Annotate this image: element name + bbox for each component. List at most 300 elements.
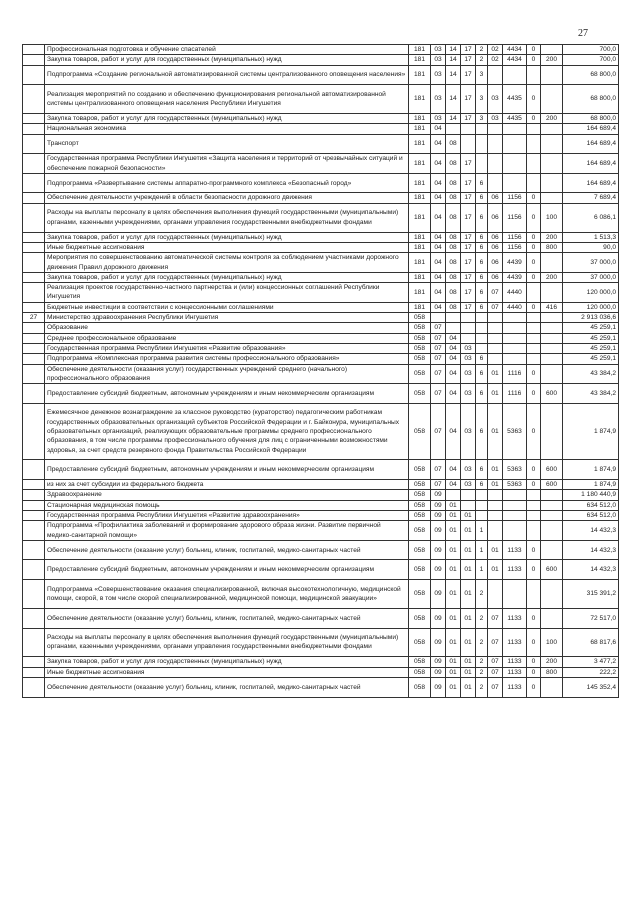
row-amount: 1 874,9 <box>563 480 619 490</box>
code-direction: 1133 <box>503 628 527 657</box>
code-subprogram: 2 <box>476 628 488 657</box>
row-amount: 68 817,6 <box>563 628 619 657</box>
code-subprogram: 6 <box>476 193 488 203</box>
code-direction: 4439 <box>503 272 527 282</box>
code-subprogram <box>476 323 488 333</box>
code-extra <box>527 283 541 303</box>
code-extra: 0 <box>527 628 541 657</box>
code-event <box>488 510 503 520</box>
code-subsection: 01 <box>446 510 461 520</box>
code-section: 04 <box>431 232 446 242</box>
code-section: 04 <box>431 283 446 303</box>
code-section: 04 <box>431 272 446 282</box>
code-expense-type <box>541 134 563 154</box>
table-row <box>23 253 619 273</box>
code-subsection: 04 <box>446 333 461 343</box>
code-event: 02 <box>488 55 503 65</box>
code-direction: 1156 <box>503 203 527 232</box>
code-program: 17 <box>461 45 476 55</box>
code-direction <box>503 521 527 541</box>
code-ministry: 181 <box>409 242 431 252</box>
code-subprogram: 6 <box>476 272 488 282</box>
table-body <box>23 45 619 698</box>
code-expense-type: 600 <box>541 560 563 580</box>
table-row <box>23 313 619 323</box>
code-subsection: 01 <box>446 540 461 560</box>
code-event <box>488 343 503 353</box>
row-name: Национальная экономика <box>45 124 409 134</box>
code-ministry: 058 <box>409 364 431 384</box>
code-expense-type <box>541 521 563 541</box>
code-subsection: 01 <box>446 628 461 657</box>
code-ministry: 058 <box>409 480 431 490</box>
row-amount: 7 689,4 <box>563 193 619 203</box>
code-direction: 4439 <box>503 253 527 273</box>
table-row <box>23 283 619 303</box>
row-number <box>23 45 45 55</box>
code-event <box>488 65 503 85</box>
code-expense-type <box>541 500 563 510</box>
row-amount: 120 000,0 <box>563 302 619 312</box>
code-section: 09 <box>431 628 446 657</box>
code-expense-type <box>541 354 563 364</box>
row-amount: 1 874,9 <box>563 403 619 460</box>
code-ministry: 181 <box>409 154 431 174</box>
code-program: 01 <box>461 678 476 698</box>
code-ministry: 058 <box>409 460 431 480</box>
code-ministry: 058 <box>409 657 431 667</box>
row-name: Подпрограмма «Развертывание системы аппаратно-программного комплекса «Безопасный город» <box>45 173 409 193</box>
code-expense-type <box>541 403 563 460</box>
code-subsection: 08 <box>446 203 461 232</box>
code-event <box>488 134 503 154</box>
code-program: 03 <box>461 343 476 353</box>
code-subsection: 14 <box>446 45 461 55</box>
code-subprogram <box>476 333 488 343</box>
code-subsection: 01 <box>446 608 461 628</box>
code-program: 17 <box>461 203 476 232</box>
row-number <box>23 667 45 677</box>
code-subprogram: 6 <box>476 302 488 312</box>
table-row <box>23 667 619 677</box>
code-direction: 1116 <box>503 364 527 384</box>
code-extra: 0 <box>527 678 541 698</box>
row-number <box>23 384 45 404</box>
code-subprogram <box>476 124 488 134</box>
code-expense-type: 600 <box>541 480 563 490</box>
code-section: 07 <box>431 364 446 384</box>
code-direction <box>503 580 527 609</box>
code-subprogram: 6 <box>476 403 488 460</box>
code-ministry: 058 <box>409 628 431 657</box>
code-event <box>488 354 503 364</box>
row-name: Реализация мероприятий по созданию и обеспечению функционирования региональной автоматизированной системы централизованного оповещения населения Республики Ингушетия <box>45 85 409 114</box>
code-subprogram: 1 <box>476 560 488 580</box>
code-subprogram <box>476 510 488 520</box>
page-number: 27 <box>578 28 588 39</box>
row-number <box>23 203 45 232</box>
code-expense-type <box>541 364 563 384</box>
code-direction <box>503 65 527 85</box>
code-section: 04 <box>431 253 446 273</box>
code-expense-type: 200 <box>541 232 563 242</box>
code-direction <box>503 510 527 520</box>
code-event <box>488 521 503 541</box>
code-ministry: 058 <box>409 521 431 541</box>
row-amount: 14 432,3 <box>563 521 619 541</box>
code-program: 01 <box>461 628 476 657</box>
code-section: 09 <box>431 560 446 580</box>
code-ministry: 181 <box>409 283 431 303</box>
code-direction <box>503 500 527 510</box>
code-expense-type: 200 <box>541 272 563 282</box>
code-event: 01 <box>488 540 503 560</box>
code-expense-type <box>541 540 563 560</box>
row-amount: 37 000,0 <box>563 253 619 273</box>
code-expense-type <box>541 154 563 174</box>
code-ministry: 058 <box>409 354 431 364</box>
row-number <box>23 283 45 303</box>
code-program <box>461 333 476 343</box>
table-row <box>23 460 619 480</box>
code-expense-type: 200 <box>541 114 563 124</box>
code-section: 03 <box>431 114 446 124</box>
code-extra: 0 <box>527 232 541 242</box>
row-name: Обеспечение деятельности учреждений в области безопасности дорожного движения <box>45 193 409 203</box>
code-extra <box>527 65 541 85</box>
code-ministry: 058 <box>409 403 431 460</box>
code-subsection <box>446 313 461 323</box>
code-expense-type <box>541 253 563 273</box>
code-program: 17 <box>461 114 476 124</box>
code-extra <box>527 333 541 343</box>
code-program: 03 <box>461 364 476 384</box>
code-direction: 1133 <box>503 540 527 560</box>
code-expense-type <box>541 85 563 114</box>
code-direction: 5363 <box>503 403 527 460</box>
row-name: из них за счет субсидии из федерального бюджета <box>45 480 409 490</box>
code-event <box>488 313 503 323</box>
code-expense-type: 800 <box>541 242 563 252</box>
code-program: 01 <box>461 608 476 628</box>
row-amount: 164 689,4 <box>563 134 619 154</box>
code-subsection: 08 <box>446 134 461 154</box>
code-event <box>488 154 503 174</box>
row-amount: 3 477,2 <box>563 657 619 667</box>
code-direction: 4440 <box>503 302 527 312</box>
code-ministry: 181 <box>409 134 431 154</box>
row-number <box>23 124 45 134</box>
code-program <box>461 490 476 500</box>
code-subsection: 04 <box>446 343 461 353</box>
code-section: 07 <box>431 354 446 364</box>
code-program: 17 <box>461 232 476 242</box>
code-program: 17 <box>461 55 476 65</box>
code-subprogram: 2 <box>476 678 488 698</box>
code-section: 03 <box>431 65 446 85</box>
code-program: 17 <box>461 85 476 114</box>
row-amount: 1 874,9 <box>563 460 619 480</box>
table-row <box>23 657 619 667</box>
code-section: 09 <box>431 510 446 520</box>
code-program: 01 <box>461 540 476 560</box>
code-subprogram <box>476 154 488 174</box>
code-event: 01 <box>488 384 503 404</box>
row-amount: 90,0 <box>563 242 619 252</box>
table-row <box>23 272 619 282</box>
code-event: 06 <box>488 232 503 242</box>
code-expense-type <box>541 173 563 193</box>
row-amount: 1 180 440,9 <box>563 490 619 500</box>
code-subprogram: 6 <box>476 354 488 364</box>
code-subprogram: 6 <box>476 364 488 384</box>
code-section: 09 <box>431 490 446 500</box>
code-extra: 0 <box>527 55 541 65</box>
row-amount: 164 689,4 <box>563 154 619 174</box>
row-name: Транспорт <box>45 134 409 154</box>
row-amount: 700,0 <box>563 45 619 55</box>
code-event: 06 <box>488 253 503 273</box>
code-section: 07 <box>431 323 446 333</box>
table-row <box>23 85 619 114</box>
code-event: 06 <box>488 203 503 232</box>
row-name: Образование <box>45 323 409 333</box>
code-ministry: 058 <box>409 560 431 580</box>
row-amount: 14 432,3 <box>563 560 619 580</box>
code-ministry: 058 <box>409 343 431 353</box>
code-section: 07 <box>431 384 446 404</box>
code-event <box>488 323 503 333</box>
row-amount: 72 517,0 <box>563 608 619 628</box>
code-ministry: 181 <box>409 55 431 65</box>
code-expense-type <box>541 608 563 628</box>
code-subsection: 08 <box>446 154 461 174</box>
budget-table-wrapper <box>22 44 618 698</box>
code-subprogram: 1 <box>476 540 488 560</box>
code-direction: 5363 <box>503 480 527 490</box>
code-subprogram: 1 <box>476 521 488 541</box>
code-direction: 4435 <box>503 114 527 124</box>
code-event: 03 <box>488 114 503 124</box>
code-subsection: 04 <box>446 403 461 460</box>
code-subprogram: 3 <box>476 85 488 114</box>
row-number <box>23 242 45 252</box>
code-section: 04 <box>431 154 446 174</box>
row-amount: 43 384,2 <box>563 384 619 404</box>
row-name: Предоставление субсидий бюджетным, автономным учреждениям и иным некоммерческим организациям <box>45 384 409 404</box>
row-number <box>23 657 45 667</box>
row-name: Государственная программа Республики Ингушетия «Развитие образования» <box>45 343 409 353</box>
code-subprogram: 6 <box>476 384 488 404</box>
table-row <box>23 124 619 134</box>
code-program: 17 <box>461 154 476 174</box>
code-expense-type <box>541 323 563 333</box>
row-number <box>23 323 45 333</box>
code-subprogram: 6 <box>476 232 488 242</box>
code-extra <box>527 510 541 520</box>
code-ministry: 181 <box>409 193 431 203</box>
code-program <box>461 500 476 510</box>
row-number <box>23 253 45 273</box>
table-row <box>23 678 619 698</box>
row-amount: 14 432,3 <box>563 540 619 560</box>
row-amount: 145 352,4 <box>563 678 619 698</box>
row-number <box>23 460 45 480</box>
code-section: 04 <box>431 124 446 134</box>
row-name: Подпрограмма «Комплексная программа развития системы профессионального образования» <box>45 354 409 364</box>
row-name: Расходы на выплаты персоналу в целях обеспечения выполнения функций государственными (муниципальными) органами, казенными учреждениями, органами управления государственными внебюджетными фондами <box>45 628 409 657</box>
code-section: 09 <box>431 521 446 541</box>
code-program: 17 <box>461 272 476 282</box>
code-extra <box>527 323 541 333</box>
code-direction: 1133 <box>503 667 527 677</box>
table-row <box>23 302 619 312</box>
row-name: Среднее профессиональное образование <box>45 333 409 343</box>
code-expense-type: 100 <box>541 628 563 657</box>
code-extra: 0 <box>527 608 541 628</box>
code-program: 03 <box>461 403 476 460</box>
row-number <box>23 134 45 154</box>
code-program: 01 <box>461 657 476 667</box>
row-amount: 164 689,4 <box>563 124 619 134</box>
code-ministry: 058 <box>409 667 431 677</box>
code-extra: 0 <box>527 45 541 55</box>
table-row <box>23 560 619 580</box>
row-amount: 164 689,4 <box>563 173 619 193</box>
code-extra: 0 <box>527 460 541 480</box>
code-program <box>461 313 476 323</box>
code-ministry: 058 <box>409 580 431 609</box>
row-amount: 700,0 <box>563 55 619 65</box>
code-direction: 5363 <box>503 460 527 480</box>
code-section: 09 <box>431 657 446 667</box>
row-name: Предоставление субсидий бюджетным, автономным учреждениям и иным некоммерческим организациям <box>45 460 409 480</box>
code-section: 04 <box>431 302 446 312</box>
code-event <box>488 580 503 609</box>
code-program <box>461 323 476 333</box>
code-extra: 0 <box>527 85 541 114</box>
code-expense-type <box>541 283 563 303</box>
code-expense-type <box>541 313 563 323</box>
row-number <box>23 480 45 490</box>
table-row <box>23 403 619 460</box>
code-subsection: 01 <box>446 657 461 667</box>
code-ministry: 181 <box>409 124 431 134</box>
code-expense-type: 600 <box>541 460 563 480</box>
code-subprogram: 3 <box>476 114 488 124</box>
row-number <box>23 154 45 174</box>
code-program: 03 <box>461 480 476 490</box>
code-event: 03 <box>488 85 503 114</box>
row-number <box>23 333 45 343</box>
budget-table <box>22 44 619 698</box>
code-program: 17 <box>461 193 476 203</box>
code-ministry: 181 <box>409 302 431 312</box>
code-event <box>488 500 503 510</box>
row-name: Подпрограмма «Создание региональной автоматизированной системы централизованного оповещения населения» <box>45 65 409 85</box>
code-ministry: 058 <box>409 678 431 698</box>
code-subsection: 01 <box>446 667 461 677</box>
code-subsection <box>446 124 461 134</box>
code-subsection: 08 <box>446 242 461 252</box>
row-name: Мероприятия по совершенствованию автоматической системы контроля за соблюдением участниками дорожного движения Правил дорожного движения <box>45 253 409 273</box>
code-subprogram: 6 <box>476 480 488 490</box>
code-program: 03 <box>461 460 476 480</box>
row-name: Иные бюджетные ассигнования <box>45 667 409 677</box>
row-amount: 6 086,1 <box>563 203 619 232</box>
code-section: 09 <box>431 667 446 677</box>
row-amount: 222,2 <box>563 667 619 677</box>
row-amount: 45 259,1 <box>563 323 619 333</box>
code-extra: 0 <box>527 364 541 384</box>
row-number <box>23 302 45 312</box>
code-expense-type <box>541 45 563 55</box>
row-name: Министерство здравоохранения Республики Ингушетия <box>45 313 409 323</box>
row-number <box>23 628 45 657</box>
code-subsection: 01 <box>446 580 461 609</box>
row-amount: 2 913 036,6 <box>563 313 619 323</box>
table-row <box>23 203 619 232</box>
code-subsection: 08 <box>446 173 461 193</box>
code-extra <box>527 354 541 364</box>
row-number <box>23 272 45 282</box>
table-row <box>23 540 619 560</box>
code-extra: 0 <box>527 203 541 232</box>
code-subprogram: 6 <box>476 253 488 273</box>
code-subprogram: 6 <box>476 242 488 252</box>
code-section: 04 <box>431 193 446 203</box>
code-subsection <box>446 323 461 333</box>
code-subsection: 14 <box>446 65 461 85</box>
code-section: 09 <box>431 580 446 609</box>
code-subsection: 04 <box>446 460 461 480</box>
row-name: Закупка товаров, работ и услуг для государственных (муниципальных) нужд <box>45 55 409 65</box>
code-program: 01 <box>461 521 476 541</box>
row-amount: 68 800,0 <box>563 85 619 114</box>
code-subprogram: 6 <box>476 173 488 193</box>
code-extra <box>527 580 541 609</box>
code-event <box>488 173 503 193</box>
code-subsection: 08 <box>446 302 461 312</box>
code-direction: 1156 <box>503 242 527 252</box>
code-program: 17 <box>461 242 476 252</box>
table-row <box>23 364 619 384</box>
row-name: Закупка товаров, работ и услуг для государственных (муниципальных) нужд <box>45 272 409 282</box>
code-extra: 0 <box>527 242 541 252</box>
table-row <box>23 154 619 174</box>
code-expense-type <box>541 65 563 85</box>
code-section: 03 <box>431 45 446 55</box>
row-number <box>23 560 45 580</box>
code-expense-type: 100 <box>541 203 563 232</box>
code-program: 17 <box>461 253 476 273</box>
code-extra <box>527 134 541 154</box>
code-subprogram: 6 <box>476 460 488 480</box>
code-section: 04 <box>431 242 446 252</box>
code-expense-type: 800 <box>541 667 563 677</box>
code-subprogram: 2 <box>476 657 488 667</box>
code-expense-type <box>541 124 563 134</box>
row-number <box>23 114 45 124</box>
code-section: 04 <box>431 203 446 232</box>
code-expense-type: 416 <box>541 302 563 312</box>
code-extra: 0 <box>527 403 541 460</box>
code-direction: 1116 <box>503 384 527 404</box>
code-subprogram: 2 <box>476 45 488 55</box>
code-event <box>488 490 503 500</box>
table-row <box>23 580 619 609</box>
row-name: Стационарная медицинская помощь <box>45 500 409 510</box>
